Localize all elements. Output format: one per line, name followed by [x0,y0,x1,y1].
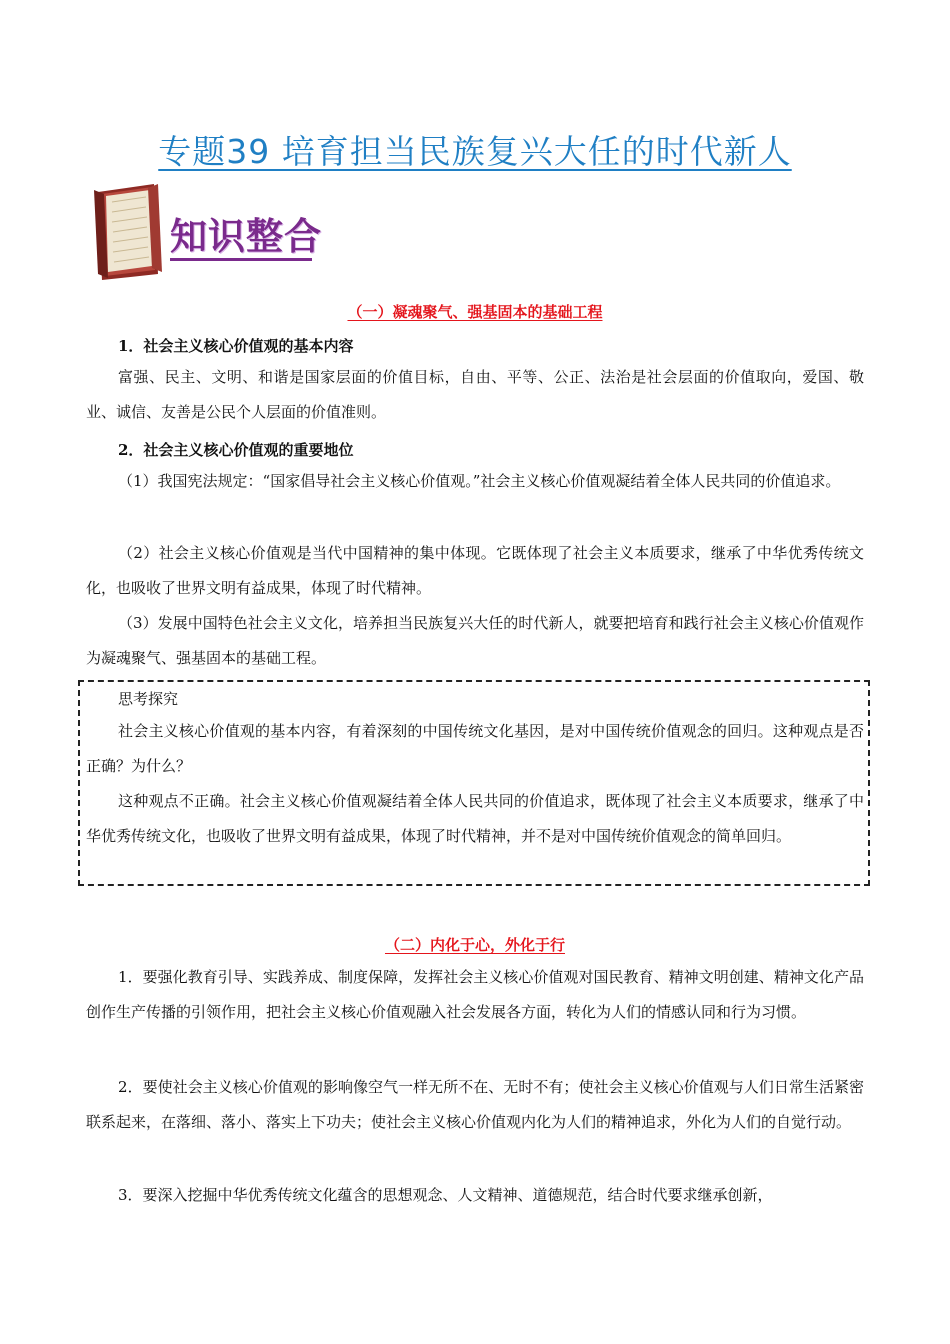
section2-item-3: 3．要深入挖掘中华优秀传统文化蕴含的思想观念、人文精神、道德规范，结合时代要求继承创新， [118,1186,773,1204]
item2-title: 2．社会主义核心价值观的重要地位 [118,441,354,459]
point-1: （1）我国宪法规定：“国家倡导社会主义核心价值观。”社会主义核心价值观凝结着全体人民共同的价值追求。 [118,472,841,490]
think-box-label: 思考探究 [118,690,179,708]
think-question: 社会主义核心价值观的基本内容，有着深刻的中国传统文化基因，是对中国传统价值观念的回归。这种观点是否正确？为什么？ [86,722,864,775]
banner-underline [170,258,312,261]
section2-item-1: 1．要强化教育引导、实践养成、制度保障，发挥社会主义核心价值观对国民教育、精神文明创建、精神文化产品创作生产传播的引领作用，把社会主义核心价值观融入社会发展各方面，转化为人们的情感认同和行为习惯。 [86,968,864,1021]
section1-heading: （一）凝魂聚气、强基固本的基础工程 [347,303,603,321]
section2-heading: （二）内化于心，外化于行 [384,936,565,954]
item1-title: 1．社会主义核心价值观的基本内容 [118,337,354,355]
item1-text: 富强、民主、文明、和谐是国家层面的价值目标，自由、平等、公正、法治是社会层面的价值取向，爱国、敬业、诚信、友善是公民个人层面的价值准则。 [86,368,864,421]
point-3: （3）发展中国特色社会主义文化，培养担当民族复兴大任的时代新人，就要把培育和践行社会主义核心价值观作为凝魂聚气、强基固本的基础工程。 [86,614,864,667]
point-2: （2）社会主义核心价值观是当代中国精神的集中体现。它既体现了社会主义本质要求，继承了中华优秀传统文化，也吸收了世界文明有益成果，体现了时代精神。 [86,544,864,597]
document-title: 专题39 培育担当民族复兴大任的时代新人 [158,132,792,171]
section2-item-2: 2．要使社会主义核心价值观的影响像空气一样无所不在、无时不有；使社会主义核心价值观与人们日常生活紧密联系起来，在落细、落小、落实上下功夫；使社会主义核心价值观内化为人们的精神追求，外化为人们的自觉行动。 [86,1078,864,1131]
think-answer: 这种观点不正确。社会主义核心价值观凝结着全体人民共同的价值追求，既体现了社会主义本质要求，继承了中华优秀传统文化，也吸收了世界文明有益成果，体现了时代精神，并不是对中国传统价值观念的简单回归。 [86,792,864,845]
section-banner-label: 知识整合 [170,215,322,258]
